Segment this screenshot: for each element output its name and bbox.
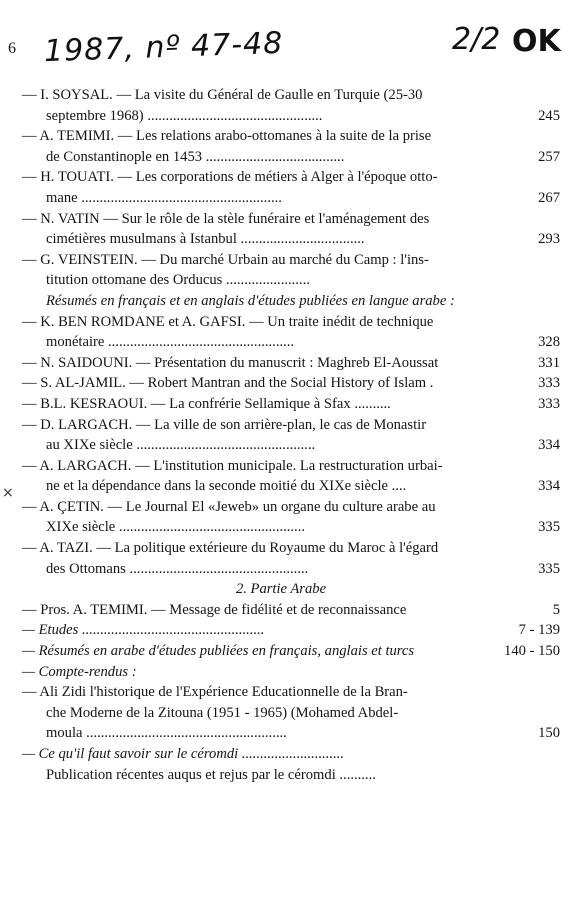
toc-entry-line: cimétières musulmans à Istanbul .................................. [46, 231, 365, 248]
toc-entry-line: septembre 1968) ................................................ [46, 107, 323, 124]
toc-entry-line: XIXe siècle ................................................... [46, 519, 306, 536]
toc-entry-line: — Pros. A. TEMIMI. — Message de fidélité et de reconnaissance [22, 601, 407, 618]
toc-entry-line: — Etudes .................................................. [22, 622, 265, 639]
toc-entry-line: che Moderne de la Zitouna (1951 - 1965) (Mohamed Abdel- [46, 704, 399, 721]
toc-entry-line: ne et la dépendance dans la seconde moitié du XIXe siècle .... [46, 478, 407, 495]
toc-entry-temimi [0, 126, 560, 167]
toc-entry-line: — Résumés en arabe d'études publiées en français, anglais et turcs [22, 643, 415, 660]
toc-entry-d-largach [0, 415, 560, 456]
toc-entry-a-largach [0, 456, 560, 497]
page-number: 6 [8, 40, 16, 57]
section-heading-text: 2. Partie Arabe [235, 581, 327, 598]
toc-entry-tazi [0, 538, 560, 579]
toc-entry-saidouni [0, 353, 560, 374]
toc-page-number: 5 [552, 601, 560, 618]
toc-entry-line: mane ....................................................... [46, 189, 282, 206]
toc-page-number: 245 [538, 107, 560, 124]
toc-entry-line: monétaire ................................................... [46, 334, 295, 351]
toc-entry-line: de Constantinople en 1453 ...................................... [46, 148, 345, 165]
toc-entry-line: — N. VATIN — Sur le rôle de la stèle funéraire et l'aménagement des [22, 210, 430, 227]
toc-entry-line: — D. LARGACH. — La ville de son arrière-plan, le cas de Monastir [22, 416, 427, 433]
toc-entry-ceromdi [0, 744, 560, 765]
handwritten-issue-note: 1987, nº 47-48 [43, 25, 284, 70]
toc-entry-line: — A. TAZI. — La politique extérieure du Royaume du Maroc à l'égard [22, 540, 439, 557]
section-heading-resumes-francais [0, 291, 560, 312]
toc-entry-ali-zidi [0, 682, 560, 744]
toc-page-number: 150 [538, 725, 560, 742]
toc-page-number: 257 [538, 148, 560, 165]
toc-page-number: 333 [538, 375, 560, 392]
toc-page-number: 140 - 150 [504, 643, 560, 660]
toc-page-number: 328 [538, 334, 560, 351]
toc-page-number: 335 [538, 560, 560, 577]
toc-entry-line: moula ....................................................... [46, 725, 287, 742]
toc-page-number: 267 [538, 189, 560, 206]
toc-entry-line: — S. AL-JAMIL. — Robert Mantran and the Social History of Islam . [22, 375, 434, 392]
toc-page-number: 334 [538, 478, 560, 495]
toc-page-number: 7 - 139 [518, 622, 560, 639]
handwritten-fraction-note: 2/2 [452, 22, 501, 57]
toc-entry-line: — A. LARGACH. — L'institution municipale. La restructuration urbai- [22, 457, 443, 474]
toc-entry-veinstein [0, 250, 560, 291]
toc-entry-kesraoui [0, 394, 560, 415]
section-heading-text: Résumés en français et en anglais d'études publiées en langue arabe : [46, 292, 455, 309]
toc-entry-line: — A. TEMIMI. — Les relations arabo-ottomanes à la suite de la prise [22, 128, 432, 145]
toc-entry-line: — G. VEINSTEIN. — Du marché Urbain au marché du Camp : l'ins- [22, 251, 429, 268]
toc-page-number: 335 [538, 519, 560, 536]
toc-entry-line: Publication récentes auqus et rejus par le céromdi .......... [46, 766, 376, 783]
toc-entry-line: — B.L. KESRAOUI. — La confrérie Sellamique à Sfax .......... [22, 395, 391, 412]
toc-page-number: 333 [538, 395, 560, 412]
toc-entry-etudes [0, 620, 560, 641]
toc-entry-touati [0, 167, 560, 208]
handwritten-ok-mark: OK [512, 24, 561, 59]
toc-entry-cetin [0, 497, 560, 538]
toc-entry-publications [0, 765, 560, 786]
toc-entry-line: — N. SAIDOUNI. — Présentation du manuscrit : Maghreb El-Aoussat [22, 354, 439, 371]
toc-page-number: 331 [538, 354, 560, 371]
toc-entry-resumes-arabe [0, 641, 560, 662]
toc-page-number: 293 [538, 231, 560, 248]
toc-entry-line: — K. BEN ROMDANE et A. GAFSI. — Un traite inédit de technique [22, 313, 434, 330]
toc-entry-al-jamil [0, 373, 560, 394]
toc-entry-line: — H. TOUATI. — Les corporations de métiers à Alger à l'époque otto- [22, 169, 438, 186]
toc-entry-line: — I. SOYSAL. — La visite du Général de Gaulle en Turquie (25-30 [22, 87, 423, 103]
toc-entry-soysal [0, 85, 560, 126]
table-of-contents [0, 85, 560, 785]
toc-entry-line: — Ce qu'il faut savoir sur le céromdi ............................ [22, 746, 345, 762]
toc-page-number: 334 [538, 437, 560, 454]
toc-entry-compte-rendus [0, 662, 560, 683]
toc-entry-line: — Ali Zidi l'historique de l'Expérience Educationnelle de la Bran- [22, 684, 408, 701]
toc-entry-ben-romdane [0, 312, 560, 353]
toc-entry-line: des Ottomans ................................................. [46, 560, 309, 577]
toc-entry-vatin [0, 209, 560, 250]
toc-entry-line: au XIXe siècle ................................................. [46, 437, 316, 454]
section-heading-partie-arabe [0, 579, 560, 600]
toc-entry-line: — A. ÇETIN. — Le Journal El «Jeweb» un organe du culture arabe au [22, 498, 436, 515]
toc-entry-line: titution ottomane des Orducus ....................... [46, 272, 310, 289]
toc-entry-pros-temimi [0, 600, 560, 621]
margin-cross-mark: × [2, 485, 14, 501]
toc-entry-line: — Compte-rendus : [22, 663, 137, 680]
